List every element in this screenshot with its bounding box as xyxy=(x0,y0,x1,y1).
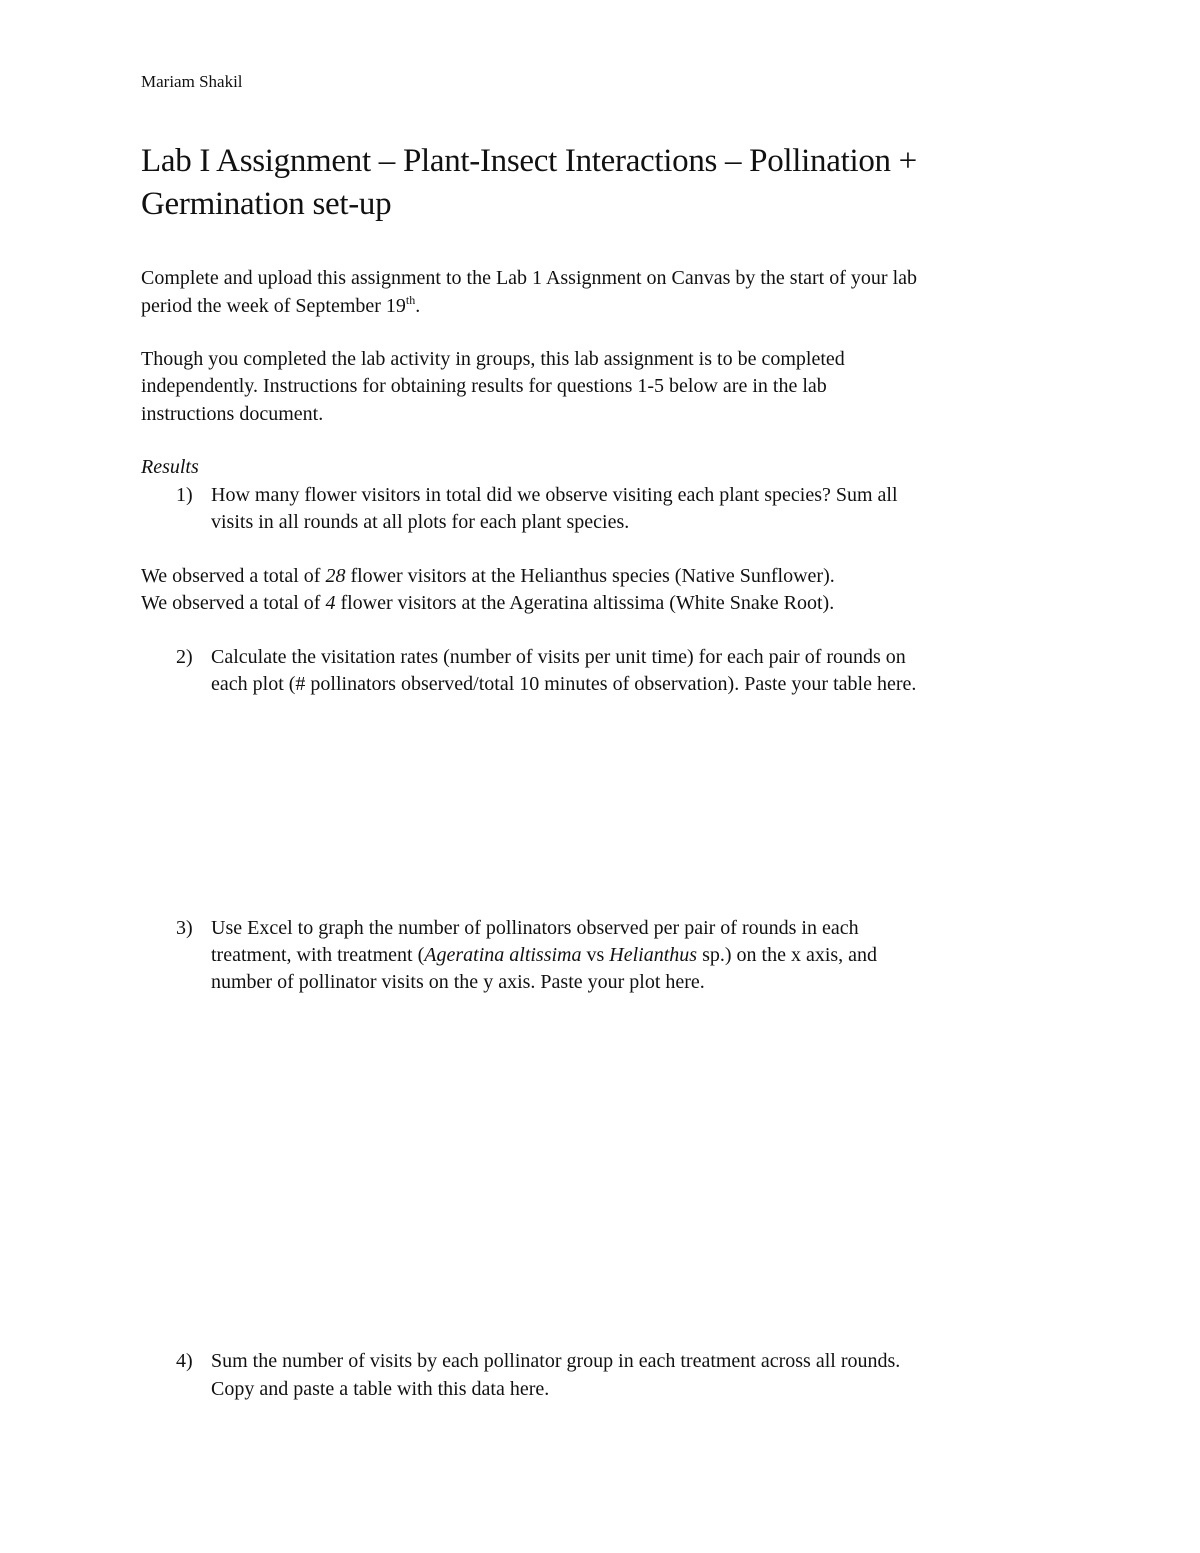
author-name: Mariam Shakil xyxy=(141,72,243,91)
answer1-line-1 xyxy=(141,562,835,590)
q2-line-1: Calculate the visitation rates (number of visits per unit time) for each pair of rounds on xyxy=(211,646,906,668)
q3-line-2-e: sp.) on the x axis, and xyxy=(697,944,878,966)
answer1-line-2-post: flower visitors at the Ageratina altissima (White Snake Root). xyxy=(335,592,835,614)
para2-line-1: Though you completed the lab activity in groups, this lab assignment is to be completed xyxy=(141,348,845,370)
intro-line-2-text: period the week of September 19 xyxy=(141,295,406,317)
answer1-helianthus-count: 28 xyxy=(325,565,346,587)
intro-superscript: th xyxy=(405,293,416,307)
q3-line-2 xyxy=(211,941,877,969)
q3-line-2-c: vs xyxy=(581,944,610,966)
answer1-line-2 xyxy=(141,589,834,617)
q3-line-3: number of pollinator visits on the y axis. Paste your plot here. xyxy=(211,971,705,993)
page-title-line-2: Germination set-up xyxy=(141,186,392,222)
q2-number: 2) xyxy=(176,646,193,668)
page-title-line-1: Lab I Assignment – Plant-Insect Interactions – Pollination + xyxy=(141,143,917,179)
q3-line-1: Use Excel to graph the number of pollinators observed per pair of rounds in each xyxy=(211,917,859,939)
q3-species-ageratina: Ageratina altissima xyxy=(424,944,582,966)
answer1-ageratina-count: 4 xyxy=(325,592,336,614)
q3-line-2-a: treatment, with treatment ( xyxy=(211,944,425,966)
answer1-line-1-post: flower visitors at the Helianthus species (Native Sunflower). xyxy=(345,565,835,587)
answer1-line-2-pre: We observed a total of xyxy=(141,592,326,614)
intro-line-2 xyxy=(141,292,420,320)
intro-line-2-period: . xyxy=(415,295,421,317)
q3-number: 3) xyxy=(176,917,193,939)
q1-line-1: How many flower visitors in total did we observe visiting each plant species? Sum all xyxy=(211,484,898,506)
q1-number: 1) xyxy=(176,484,193,506)
results-heading-text: Results xyxy=(141,456,199,478)
para2-line-2: independently. Instructions for obtaining results for questions 1-5 below are in the lab xyxy=(141,375,827,397)
q4-number: 4) xyxy=(176,1350,193,1372)
q2-line-2: each plot (# pollinators observed/total 10 minutes of observation). Paste your table here. xyxy=(211,673,917,695)
q4-line-2: Copy and paste a table with this data here. xyxy=(211,1378,550,1400)
para2-line-3: instructions document. xyxy=(141,403,324,425)
intro-line-1: Complete and upload this assignment to the Lab 1 Assignment on Canvas by the start of your lab xyxy=(141,267,917,289)
results-heading xyxy=(141,453,199,481)
q4-line-1: Sum the number of visits by each pollinator group in each treatment across all rounds. xyxy=(211,1350,901,1372)
q1-line-2: visits in all rounds at all plots for each plant species. xyxy=(211,511,630,533)
answer1-line-1-pre: We observed a total of xyxy=(141,565,326,587)
q3-species-helianthus: Helianthus xyxy=(609,944,698,966)
